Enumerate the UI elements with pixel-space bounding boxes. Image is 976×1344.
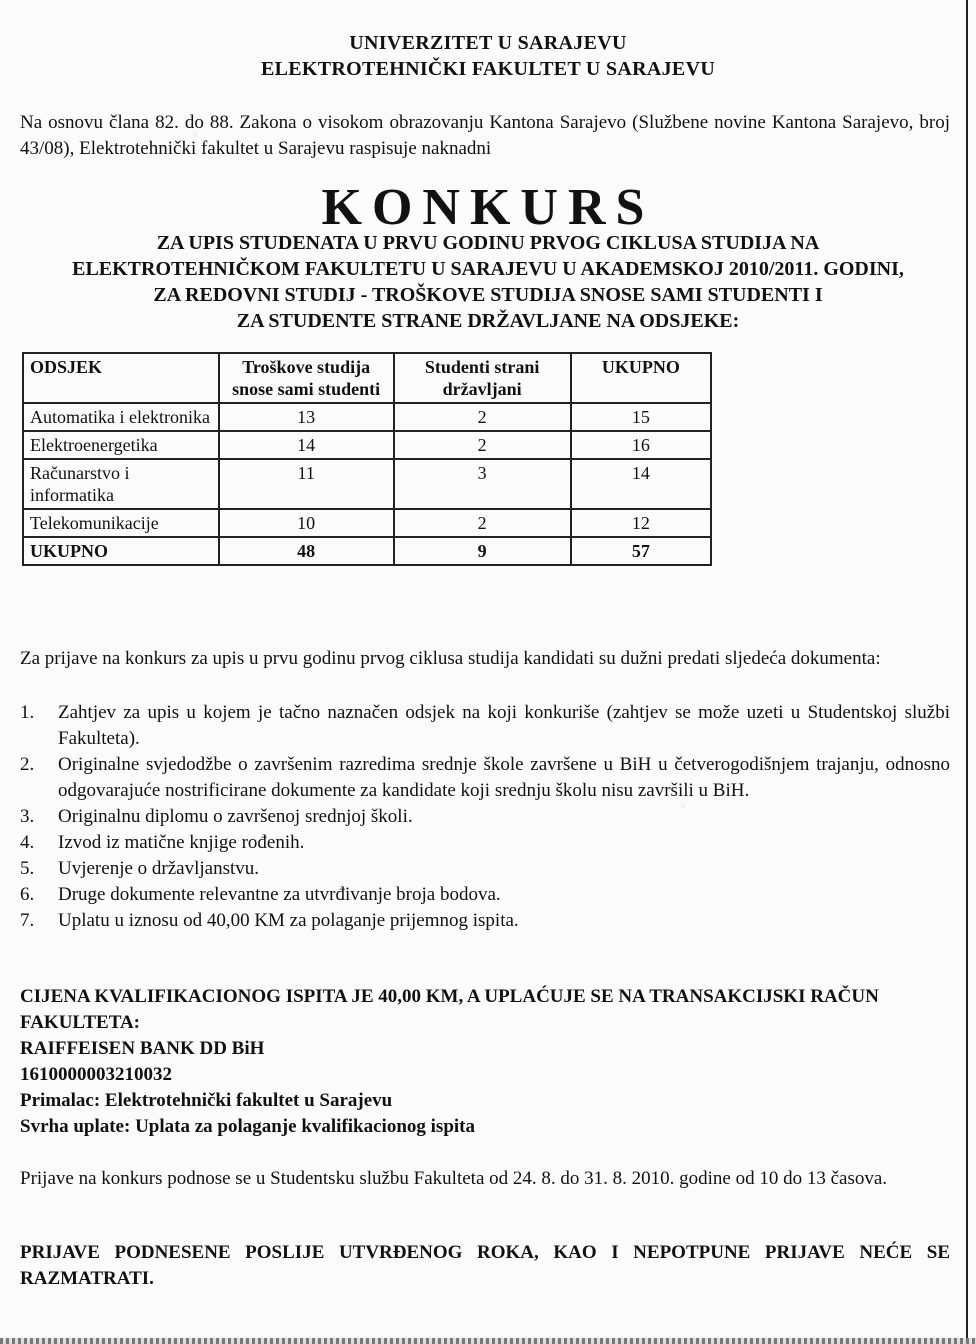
table-row xyxy=(23,509,711,537)
fee-heading: CIJENA KVALIFIKACIONOG ISPITA JE 40,00 KM, A UPLAĆUJE SE NA TRANSAKCIJSKI RAČUN FAKULTETA: xyxy=(20,986,879,1033)
list-item xyxy=(20,752,950,804)
cell-foreign: 2 xyxy=(394,431,571,459)
table-row xyxy=(23,431,711,459)
warning-paragraph: PRIJAVE PODNESENE POSLIJE UTVRĐENOG ROKA, KAO I NEPOTPUNE PRIJAVE NEĆE SE RAZMATRATI. xyxy=(20,1242,950,1289)
scan-edge xyxy=(0,1338,976,1344)
cell-self-paid: 11 xyxy=(219,459,394,509)
header xyxy=(0,30,976,82)
table-row xyxy=(23,459,711,509)
list-item xyxy=(20,830,950,856)
table-total-row xyxy=(23,537,711,565)
list-item-text: Originalne svjedodžbe o završenim razredima srednje škole završene u BiH u četverogodišnjem trajanju, odnosno odgovarajuće nostrificirane dokumente za kandidate koji srednju školu nisu završili u BiH. xyxy=(58,754,950,801)
list-item-number: 3. xyxy=(20,806,35,827)
cell-odsjek: UKUPNO xyxy=(23,537,219,565)
cell-foreign: 9 xyxy=(394,537,571,565)
list-item-number: 2. xyxy=(20,754,35,775)
column-header-odsjek: ODSJEK xyxy=(23,353,219,403)
column-header-foreign: Studenti strani državljani xyxy=(394,353,571,403)
table-header-row xyxy=(23,353,711,403)
payment-purpose: Svrha uplate: Uplata za polaganje kvalifikacionog ispita xyxy=(20,1116,475,1137)
deadline-paragraph: Prijave na konkurs podnose se u Studentsku službu Fakulteta od 24. 8. do 31. 8. 2010. godine od 10 do 13 časova. xyxy=(20,1168,888,1189)
list-item xyxy=(20,856,950,882)
list-item-text: Zahtjev za upis u kojem je tačno naznačen odsjek na koji konkuriše (zahtjev se može uzeti u Studentskoj službi Fakulteta). xyxy=(58,702,950,749)
list-item-number: 6. xyxy=(20,884,35,905)
cell-self-paid: 14 xyxy=(219,431,394,459)
faculty-name: ELEKTROTEHNIČKI FAKULTET U SARAJEVU xyxy=(260,58,716,80)
list-item-text: Druge dokumente relevantne za utvrđivanje broja bodova. xyxy=(58,884,501,905)
cell-self-paid: 10 xyxy=(219,509,394,537)
documents-intro: Za prijave na konkurs za upis u prvu godinu prvog ciklusa studija kandidati su dužni predati sljedeća dokumenta: xyxy=(20,648,881,669)
list-item-number: 4. xyxy=(20,832,35,853)
cell-foreign: 2 xyxy=(394,403,571,431)
cell-odsjek: Računarstvo i informatika xyxy=(23,459,219,509)
list-item xyxy=(20,804,950,830)
list-item-text: Originalnu diplomu o završenoj srednjoj školi. xyxy=(58,806,413,827)
intro-paragraph: Na osnovu člana 82. do 88. Zakona o visokom obrazovanju Kantona Sarajevo (Službene novine Kantona Sarajevo, broj 43/08), Elektrotehnički fakultet u Sarajevu raspisuje naknadni xyxy=(20,112,950,159)
subtitle-line: ZA REDOVNI STUDIJ - TROŠKOVE STUDIJA SNOSE SAMI STUDENTI I xyxy=(153,284,823,306)
list-item-text: Uplatu u iznosu od 40,00 KM za polaganje prijemnog ispita. xyxy=(58,910,519,931)
list-item xyxy=(20,908,950,934)
subtitle-line: ZA UPIS STUDENATA U PRVU GODINU PRVOG CIKLUSA STUDIJA NA xyxy=(156,232,820,254)
cell-total: 15 xyxy=(571,403,711,431)
list-item-text: Izvod iz matične knjige rođenih. xyxy=(58,832,305,853)
list-item-number: 1. xyxy=(20,702,35,723)
university-name: UNIVERZITET U SARAJEVU xyxy=(349,32,627,54)
fee-section xyxy=(20,984,950,1140)
cell-odsjek: Automatika i elektronika xyxy=(23,403,219,431)
list-item xyxy=(20,882,950,908)
cell-foreign: 3 xyxy=(394,459,571,509)
cell-total: 12 xyxy=(571,509,711,537)
enrollment-table xyxy=(22,352,712,566)
list-item-text: Uvjerenje o državljanstvu. xyxy=(58,858,260,879)
subtitle-line: ZA STUDENTE STRANE DRŽAVLJANE NA ODSJEKE: xyxy=(236,310,740,332)
subtitle xyxy=(0,230,976,334)
table-row xyxy=(23,403,711,431)
bank-name: RAIFFEISEN BANK DD BiH xyxy=(20,1038,265,1059)
cell-self-paid: 13 xyxy=(219,403,394,431)
cell-total: 14 xyxy=(571,459,711,509)
subtitle-line: ELEKTROTEHNIČKOM FAKULTETU U SARAJEVU U AKADEMSKOJ 2010/2011. GODINI, xyxy=(72,258,904,280)
column-header-self-paid: Troškove studija snose sami studenti xyxy=(219,353,394,403)
list-item xyxy=(20,700,950,752)
list-item-number: 7. xyxy=(20,910,35,931)
payment-recipient: Primalac: Elektrotehnički fakultet u Sarajevu xyxy=(20,1090,393,1111)
list-item-number: 5. xyxy=(20,858,35,879)
cell-odsjek: Telekomunikacije xyxy=(23,509,219,537)
cell-self-paid: 48 xyxy=(219,537,394,565)
documents-list xyxy=(20,700,950,934)
column-header-total: UKUPNO xyxy=(571,353,711,403)
cell-odsjek: Elektroenergetika xyxy=(23,431,219,459)
cell-total: 57 xyxy=(571,537,711,565)
cell-total: 16 xyxy=(571,431,711,459)
document-title: KONKURS xyxy=(321,179,655,236)
cell-foreign: 2 xyxy=(394,509,571,537)
account-number: 1610000003210032 xyxy=(20,1064,172,1085)
